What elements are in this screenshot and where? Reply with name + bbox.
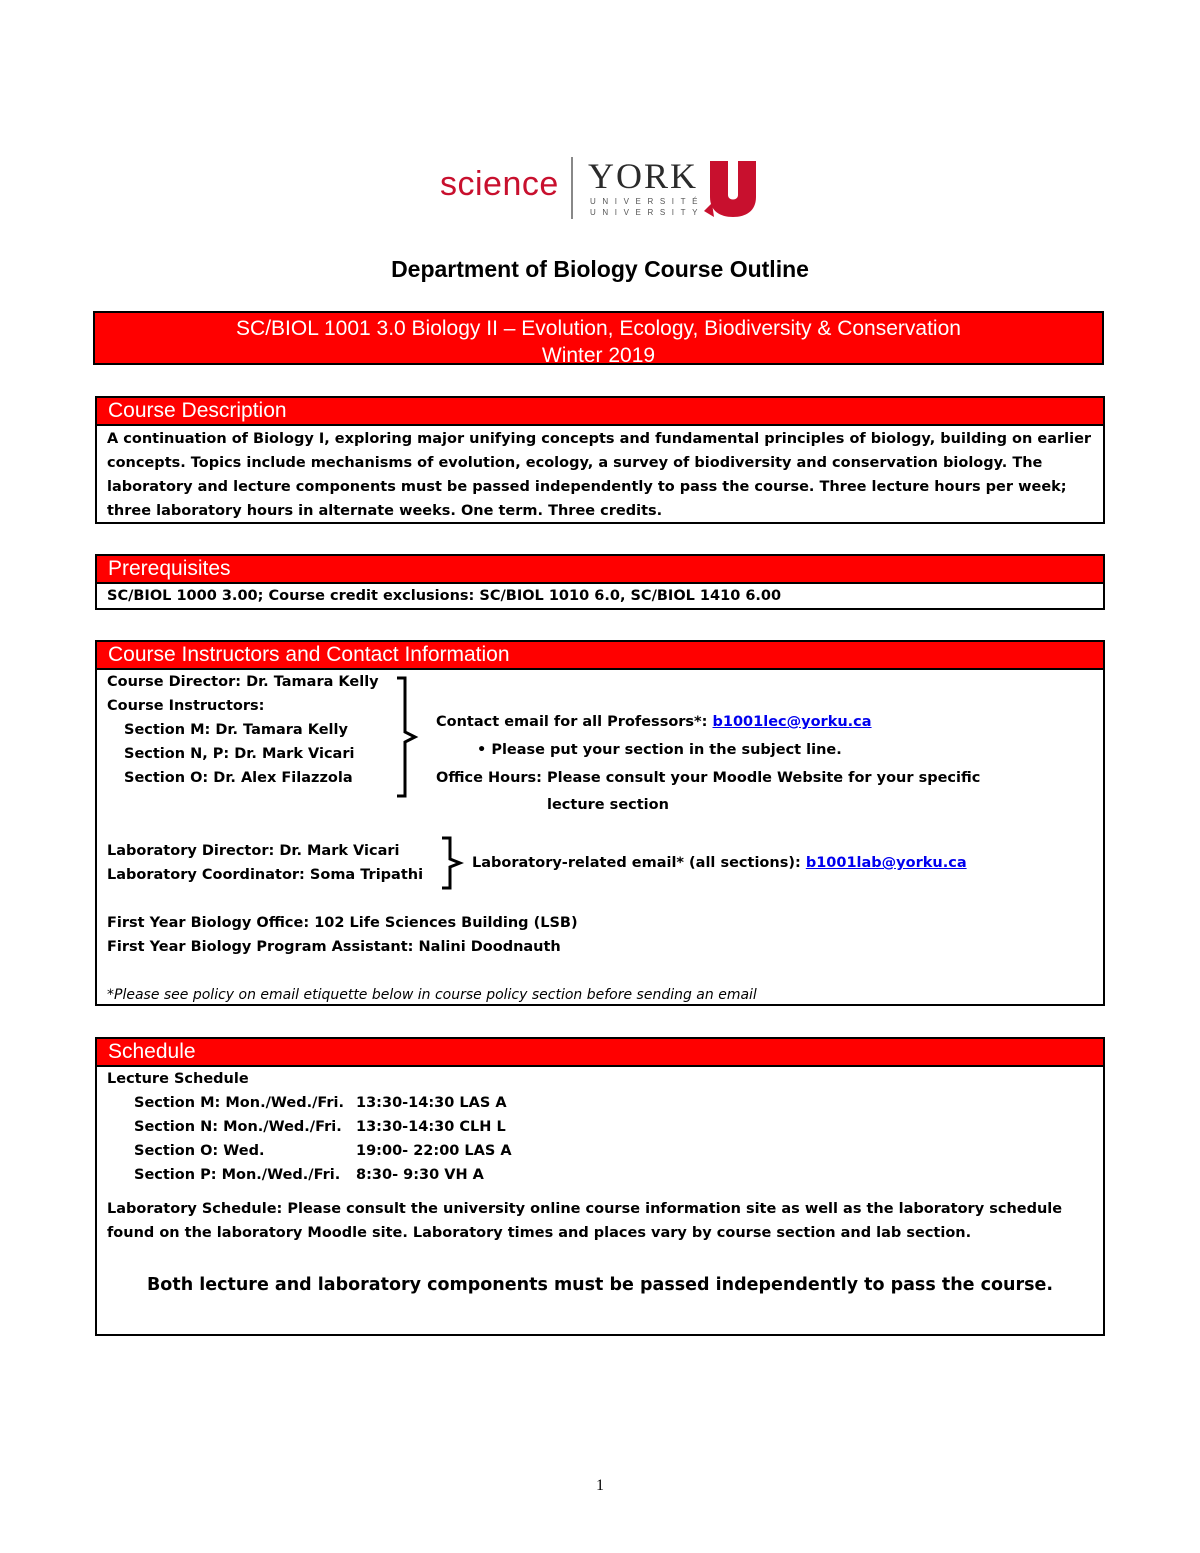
logo-divider	[571, 157, 573, 219]
schedule-section	[95, 1037, 1105, 1336]
lecture-row-section: Section P: Mon./Wed./Fri.	[134, 1167, 341, 1183]
lecture-row-time: 8:30- 9:30 VH A	[356, 1167, 484, 1183]
prerequisites-text: SC/BIOL 1000 3.00; Course credit exclusions: SC/BIOL 1010 6.0, SC/BIOL 1410 6.00	[107, 588, 782, 604]
lecture-row-section: Section N: Mon./Wed./Fri.	[134, 1119, 342, 1135]
logo-science-text: science	[440, 165, 559, 203]
course-title-banner	[93, 311, 1104, 365]
subject-line-note	[477, 738, 842, 762]
course-description-section	[95, 396, 1105, 524]
laboratory-schedule-text: Laboratory Schedule: Please consult the university online course information site as well as the laboratory schedule found on the laboratory Moodle site. Laboratory times and places vary by course section and lab section.	[107, 1201, 1063, 1241]
lecture-row-time: 19:00- 22:00 LAS A	[356, 1143, 512, 1159]
prerequisites-header: Prerequisites	[97, 556, 1103, 584]
office-hours-continued: lecture section	[547, 797, 669, 813]
pass-requirement-note: Both lecture and laboratory components must be passed independently to pass the course.	[146, 1275, 1054, 1295]
instructor-section-o: Section O: Dr. Alex Filazzola	[124, 770, 353, 786]
course-description-header: Course Description	[97, 398, 1103, 426]
lab-brace-icon	[440, 836, 464, 890]
course-description-text: A continuation of Biology I, exploring major unifying concepts and fundamental principles of biology, building on earlier concepts. Topics include mechanisms of evolution, ecology, a survey of biodiversity and conservation biology. The laboratory and lecture components must be passed independently to pass the course. Three lecture hours per week; three laboratory hours in alternate weeks. One term. Three credits.	[107, 431, 1092, 519]
course-title-line: SC/BIOL 1001 3.0 Biology II – Evolution, Ecology, Biodiversity & Conservation	[236, 317, 961, 340]
office-hours: Office Hours: Please consult your Moodle Website for your specific	[436, 770, 981, 786]
course-director: Course Director: Dr. Tamara Kelly	[107, 674, 379, 690]
page-number: 1	[596, 1477, 604, 1494]
lecture-row-time: 13:30-14:30 CLH L	[356, 1119, 506, 1135]
logo-university-text: UNIVERSITY	[590, 208, 705, 217]
instructor-section-np: Section N, P: Dr. Mark Vicari	[124, 746, 355, 762]
lecture-row-time: 13:30-14:30 LAS A	[356, 1095, 507, 1111]
professor-contact-line	[436, 710, 872, 734]
schedule-header: Schedule	[97, 1039, 1103, 1067]
email-policy-note: *Please see policy on email etiquette below in course policy section before sending an email	[107, 987, 757, 1003]
course-term: Winter 2019	[541, 344, 656, 367]
instructors-header: Course Instructors and Contact Information	[97, 642, 1103, 670]
course-instructors-label: Course Instructors:	[107, 698, 265, 714]
york-u-icon	[704, 161, 762, 217]
instructor-section-m: Section M: Dr. Tamara Kelly	[124, 722, 348, 738]
lab-contact-label: Laboratory-related email* (all sections):	[472, 855, 806, 871]
lab-email-link[interactable]: b1001lab@yorku.ca	[805, 855, 967, 871]
logo-york-text: YORK	[588, 156, 699, 196]
lab-contact-line	[472, 851, 967, 875]
subject-line-text: Please put your section in the subject line.	[491, 742, 842, 758]
professor-email-link[interactable]: b1001lec@yorku.ca	[712, 714, 872, 730]
logo-universite-text: UNIVERSITÉ	[590, 197, 705, 206]
bullet-icon: •	[477, 742, 492, 758]
york-science-logo	[440, 155, 770, 221]
lecture-schedule-label: Lecture Schedule	[107, 1071, 249, 1087]
instructors-brace-icon	[395, 676, 419, 798]
instructors-section	[95, 640, 1105, 1006]
professor-contact-label: Contact email for all Professors*:	[436, 714, 713, 730]
prerequisites-section	[95, 554, 1105, 610]
lecture-row-section: Section O: Wed.	[134, 1143, 265, 1159]
lecture-row-section: Section M: Mon./Wed./Fri.	[134, 1095, 345, 1111]
biology-office: First Year Biology Office: 102 Life Sciences Building (LSB)	[107, 915, 578, 931]
lab-coordinator: Laboratory Coordinator: Soma Tripathi	[107, 867, 424, 883]
program-assistant: First Year Biology Program Assistant: Nalini Doodnauth	[107, 939, 561, 955]
document-title: Department of Biology Course Outline	[391, 256, 809, 282]
lab-director: Laboratory Director: Dr. Mark Vicari	[107, 843, 400, 859]
